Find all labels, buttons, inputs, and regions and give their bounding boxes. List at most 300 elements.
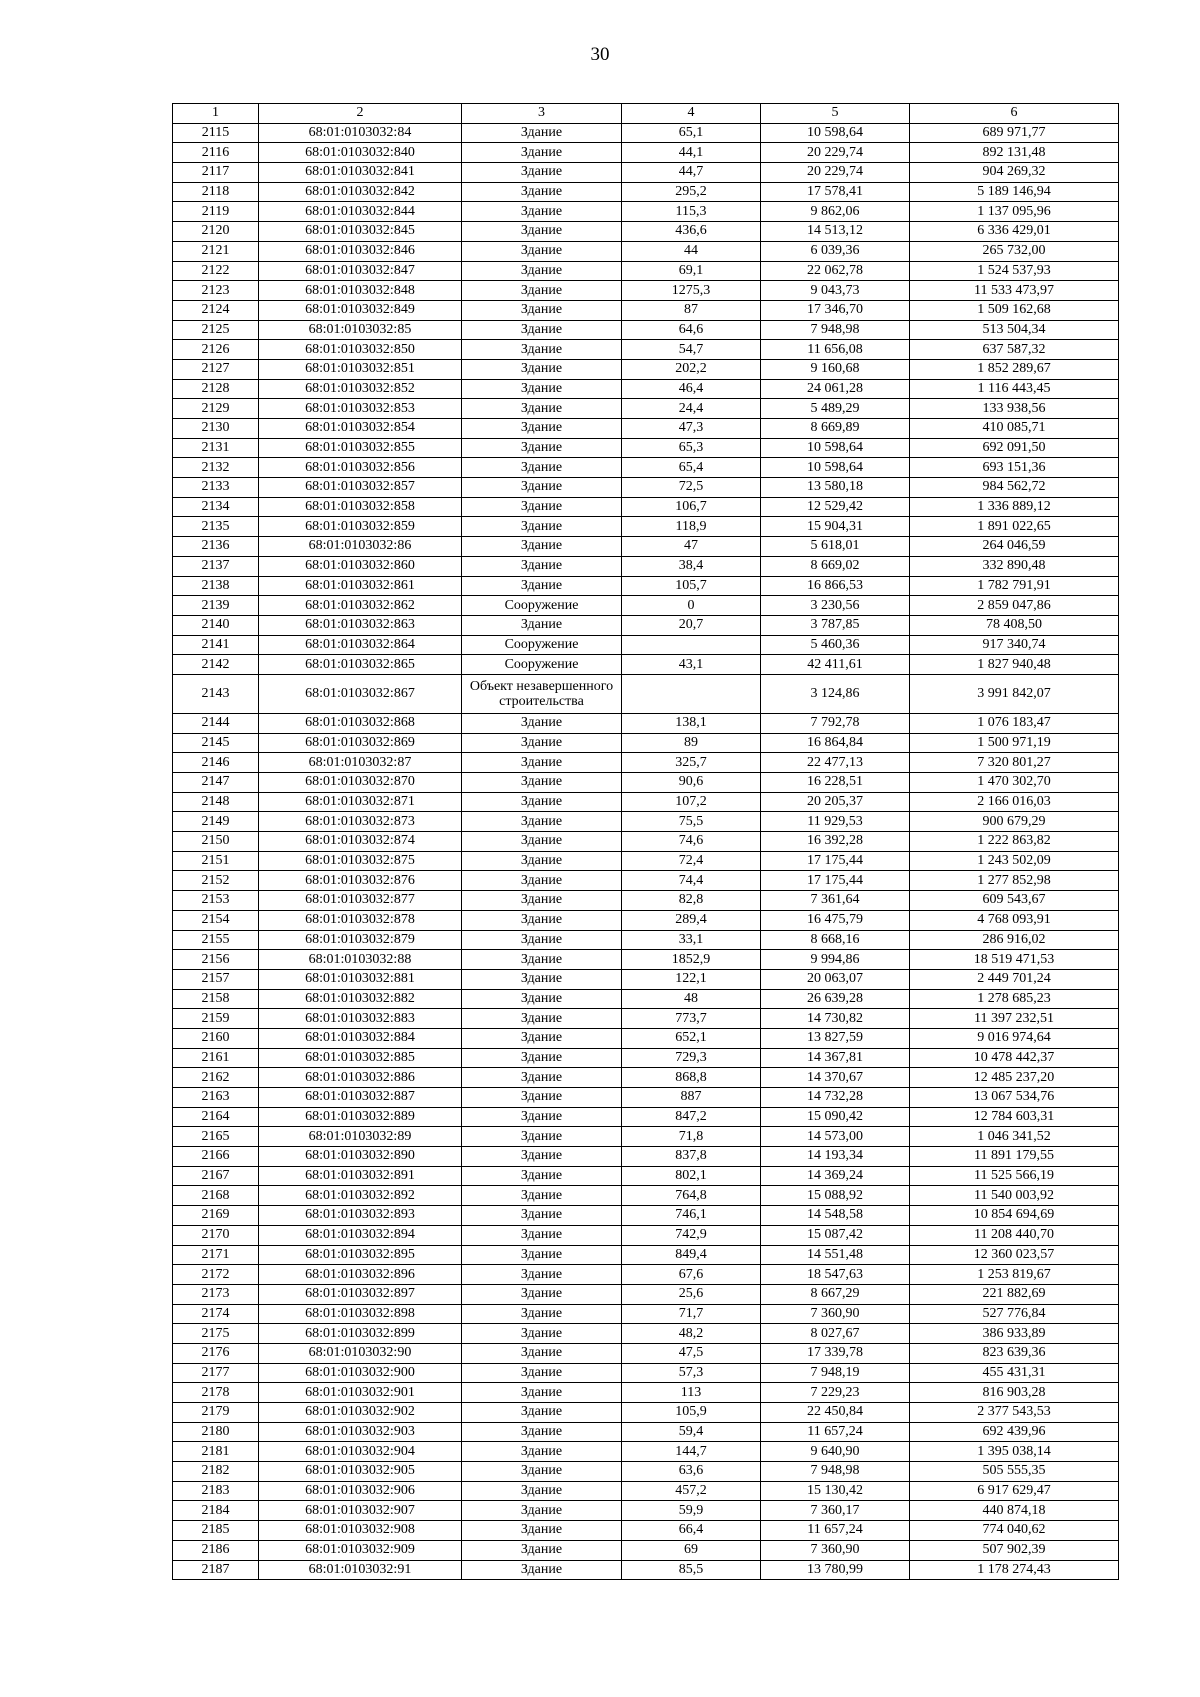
specific-value-cell: 26 639,28 xyxy=(761,989,910,1009)
cadastral-value-cell: 221 882,69 xyxy=(910,1284,1119,1304)
object-type-cell: Здание xyxy=(462,1068,622,1088)
object-type-cell: Здание xyxy=(462,1422,622,1442)
cadastral-number-cell: 68:01:0103032:905 xyxy=(259,1462,462,1482)
cadastral-number-cell: 68:01:0103032:908 xyxy=(259,1521,462,1541)
object-type-cell: Здание xyxy=(462,438,622,458)
cadastral-value-cell: 1 500 971,19 xyxy=(910,733,1119,753)
cadastral-number-cell: 68:01:0103032:854 xyxy=(259,419,462,439)
cadastral-number-cell: 68:01:0103032:862 xyxy=(259,596,462,616)
cadastral-value-cell: 505 555,35 xyxy=(910,1462,1119,1482)
cadastral-value-cell: 2 859 047,86 xyxy=(910,596,1119,616)
specific-value-cell: 7 360,90 xyxy=(761,1304,910,1324)
specific-value-cell: 24 061,28 xyxy=(761,379,910,399)
area-cell: 105,9 xyxy=(622,1403,761,1423)
table-row xyxy=(173,792,1119,812)
specific-value-cell: 13 780,99 xyxy=(761,1560,910,1580)
row-number-cell: 2185 xyxy=(173,1521,259,1541)
object-type-cell: Здание xyxy=(462,419,622,439)
cadastral-value-cell: 2 377 543,53 xyxy=(910,1403,1119,1423)
area-cell: 33,1 xyxy=(622,930,761,950)
cadastral-number-cell: 68:01:0103032:846 xyxy=(259,241,462,261)
specific-value-cell: 12 529,42 xyxy=(761,497,910,517)
specific-value-cell: 8 669,89 xyxy=(761,419,910,439)
area-cell: 47,3 xyxy=(622,419,761,439)
row-number-cell: 2186 xyxy=(173,1540,259,1560)
area-cell: 90,6 xyxy=(622,773,761,793)
table-row xyxy=(173,615,1119,635)
column-header: 1 xyxy=(173,104,259,124)
table-row xyxy=(173,300,1119,320)
row-number-cell: 2125 xyxy=(173,320,259,340)
row-number-cell: 2178 xyxy=(173,1383,259,1403)
specific-value-cell: 22 062,78 xyxy=(761,261,910,281)
row-number-cell: 2181 xyxy=(173,1442,259,1462)
cadastral-number-cell: 68:01:0103032:881 xyxy=(259,969,462,989)
cadastral-number-cell: 68:01:0103032:848 xyxy=(259,281,462,301)
object-type-cell: Здание xyxy=(462,320,622,340)
table-row xyxy=(173,1186,1119,1206)
cadastral-value-cell: 10 854 694,69 xyxy=(910,1206,1119,1226)
area-cell: 144,7 xyxy=(622,1442,761,1462)
area-cell: 65,1 xyxy=(622,123,761,143)
table-row xyxy=(173,438,1119,458)
area-cell: 138,1 xyxy=(622,713,761,733)
table-row xyxy=(173,1422,1119,1442)
cadastral-value-cell: 1 046 341,52 xyxy=(910,1127,1119,1147)
row-number-cell: 2151 xyxy=(173,851,259,871)
row-number-cell: 2115 xyxy=(173,123,259,143)
area-cell: 47 xyxy=(622,537,761,557)
cadastral-number-cell: 68:01:0103032:852 xyxy=(259,379,462,399)
area-cell: 742,9 xyxy=(622,1225,761,1245)
row-number-cell: 2144 xyxy=(173,713,259,733)
cadastral-value-cell: 1 278 685,23 xyxy=(910,989,1119,1009)
cadastral-number-cell: 68:01:0103032:90 xyxy=(259,1343,462,1363)
cadastral-value-cell: 904 269,32 xyxy=(910,163,1119,183)
area-cell: 652,1 xyxy=(622,1028,761,1048)
area-cell: 118,9 xyxy=(622,517,761,537)
cadastral-number-cell: 68:01:0103032:889 xyxy=(259,1107,462,1127)
object-type-cell: Здание xyxy=(462,517,622,537)
row-number-cell: 2148 xyxy=(173,792,259,812)
table-row xyxy=(173,478,1119,498)
table-row xyxy=(173,950,1119,970)
cadastral-number-cell: 68:01:0103032:85 xyxy=(259,320,462,340)
row-number-cell: 2119 xyxy=(173,202,259,222)
row-number-cell: 2165 xyxy=(173,1127,259,1147)
cadastral-number-cell: 68:01:0103032:886 xyxy=(259,1068,462,1088)
specific-value-cell: 8 668,16 xyxy=(761,930,910,950)
area-cell: 72,5 xyxy=(622,478,761,498)
specific-value-cell: 22 450,84 xyxy=(761,1403,910,1423)
table-row xyxy=(173,753,1119,773)
cadastral-value-cell: 11 397 232,51 xyxy=(910,1009,1119,1029)
table-row xyxy=(173,733,1119,753)
area-cell: 105,7 xyxy=(622,576,761,596)
cadastral-value-cell: 11 891 179,55 xyxy=(910,1147,1119,1167)
cadastral-value-cell: 440 874,18 xyxy=(910,1501,1119,1521)
object-type-cell: Здание xyxy=(462,202,622,222)
table-row xyxy=(173,241,1119,261)
table-row xyxy=(173,419,1119,439)
row-number-cell: 2146 xyxy=(173,753,259,773)
object-type-cell: Здание xyxy=(462,182,622,202)
row-number-cell: 2161 xyxy=(173,1048,259,1068)
cadastral-number-cell: 68:01:0103032:861 xyxy=(259,576,462,596)
cadastral-number-cell: 68:01:0103032:885 xyxy=(259,1048,462,1068)
object-type-cell: Здание xyxy=(462,1009,622,1029)
cadastral-number-cell: 68:01:0103032:906 xyxy=(259,1481,462,1501)
table-row xyxy=(173,655,1119,675)
area-cell: 69 xyxy=(622,1540,761,1560)
area-cell: 24,4 xyxy=(622,399,761,419)
specific-value-cell: 16 866,53 xyxy=(761,576,910,596)
object-type-cell: Здание xyxy=(462,576,622,596)
area-cell: 887 xyxy=(622,1088,761,1108)
row-number-cell: 2182 xyxy=(173,1462,259,1482)
row-number-cell: 2177 xyxy=(173,1363,259,1383)
area-cell: 295,2 xyxy=(622,182,761,202)
table-row xyxy=(173,871,1119,891)
area-cell: 0 xyxy=(622,596,761,616)
row-number-cell: 2147 xyxy=(173,773,259,793)
object-type-cell: Здание xyxy=(462,1206,622,1226)
cadastral-number-cell: 68:01:0103032:877 xyxy=(259,891,462,911)
area-cell: 436,6 xyxy=(622,222,761,242)
specific-value-cell: 17 339,78 xyxy=(761,1343,910,1363)
cadastral-number-cell: 68:01:0103032:896 xyxy=(259,1265,462,1285)
specific-value-cell: 14 370,67 xyxy=(761,1068,910,1088)
specific-value-cell: 15 904,31 xyxy=(761,517,910,537)
table-row xyxy=(173,1107,1119,1127)
cadastral-value-cell: 637 587,32 xyxy=(910,340,1119,360)
specific-value-cell: 7 948,98 xyxy=(761,1462,910,1482)
object-type-cell: Здание xyxy=(462,123,622,143)
cadastral-value-cell: 900 679,29 xyxy=(910,812,1119,832)
cadastral-value-cell: 892 131,48 xyxy=(910,143,1119,163)
table-row xyxy=(173,1068,1119,1088)
cadastral-value-cell: 386 933,89 xyxy=(910,1324,1119,1344)
area-cell: 48 xyxy=(622,989,761,1009)
object-type-cell: Здание xyxy=(462,399,622,419)
area-cell: 202,2 xyxy=(622,359,761,379)
area-cell xyxy=(622,674,761,713)
row-number-cell: 2138 xyxy=(173,576,259,596)
cadastral-value-cell: 1 178 274,43 xyxy=(910,1560,1119,1580)
cadastral-number-cell: 68:01:0103032:903 xyxy=(259,1422,462,1442)
row-number-cell: 2118 xyxy=(173,182,259,202)
row-number-cell: 2152 xyxy=(173,871,259,891)
cadastral-number-cell: 68:01:0103032:847 xyxy=(259,261,462,281)
cadastral-value-cell: 3 991 842,07 xyxy=(910,674,1119,713)
cadastral-value-cell: 1 852 289,67 xyxy=(910,359,1119,379)
cadastral-value-cell: 1 470 302,70 xyxy=(910,773,1119,793)
cadastral-number-cell: 68:01:0103032:869 xyxy=(259,733,462,753)
area-cell: 65,4 xyxy=(622,458,761,478)
area-cell: 82,8 xyxy=(622,891,761,911)
table-row xyxy=(173,1363,1119,1383)
area-cell: 107,2 xyxy=(622,792,761,812)
cadastral-number-cell: 68:01:0103032:909 xyxy=(259,1540,462,1560)
specific-value-cell: 13 827,59 xyxy=(761,1028,910,1048)
area-cell: 66,4 xyxy=(622,1521,761,1541)
specific-value-cell: 11 656,08 xyxy=(761,340,910,360)
row-number-cell: 2158 xyxy=(173,989,259,1009)
cadastral-value-cell: 455 431,31 xyxy=(910,1363,1119,1383)
page-number: 30 xyxy=(590,44,610,65)
object-type-cell: Здание xyxy=(462,891,622,911)
cadastral-number-cell: 68:01:0103032:891 xyxy=(259,1166,462,1186)
cadastral-number-cell: 68:01:0103032:900 xyxy=(259,1363,462,1383)
specific-value-cell: 16 475,79 xyxy=(761,910,910,930)
specific-value-cell: 3 230,56 xyxy=(761,596,910,616)
table-row xyxy=(173,1048,1119,1068)
specific-value-cell: 10 598,64 xyxy=(761,438,910,458)
area-cell: 729,3 xyxy=(622,1048,761,1068)
cadastral-number-cell: 68:01:0103032:898 xyxy=(259,1304,462,1324)
specific-value-cell: 5 460,36 xyxy=(761,635,910,655)
row-number-cell: 2168 xyxy=(173,1186,259,1206)
cadastral-number-cell: 68:01:0103032:870 xyxy=(259,773,462,793)
specific-value-cell: 9 862,06 xyxy=(761,202,910,222)
cadastral-number-cell: 68:01:0103032:863 xyxy=(259,615,462,635)
specific-value-cell: 16 228,51 xyxy=(761,773,910,793)
specific-value-cell: 20 229,74 xyxy=(761,143,910,163)
table-row xyxy=(173,537,1119,557)
area-cell: 289,4 xyxy=(622,910,761,930)
table-row xyxy=(173,1127,1119,1147)
row-number-cell: 2154 xyxy=(173,910,259,930)
specific-value-cell: 11 657,24 xyxy=(761,1422,910,1442)
area-cell: 71,8 xyxy=(622,1127,761,1147)
table-row xyxy=(173,1481,1119,1501)
cadastral-number-cell: 68:01:0103032:856 xyxy=(259,458,462,478)
table-row xyxy=(173,635,1119,655)
area-cell: 20,7 xyxy=(622,615,761,635)
cadastral-number-cell: 68:01:0103032:845 xyxy=(259,222,462,242)
cadastral-number-cell: 68:01:0103032:887 xyxy=(259,1088,462,1108)
specific-value-cell: 9 640,90 xyxy=(761,1442,910,1462)
area-cell: 67,6 xyxy=(622,1265,761,1285)
area-cell: 71,7 xyxy=(622,1304,761,1324)
row-number-cell: 2169 xyxy=(173,1206,259,1226)
cadastral-value-cell: 689 971,77 xyxy=(910,123,1119,143)
cadastral-number-cell: 68:01:0103032:850 xyxy=(259,340,462,360)
column-header: 2 xyxy=(259,104,462,124)
table-row xyxy=(173,832,1119,852)
cadastral-number-cell: 68:01:0103032:890 xyxy=(259,1147,462,1167)
table-row xyxy=(173,359,1119,379)
cadastral-value-cell: 5 189 146,94 xyxy=(910,182,1119,202)
area-cell: 1275,3 xyxy=(622,281,761,301)
specific-value-cell: 17 346,70 xyxy=(761,300,910,320)
row-number-cell: 2134 xyxy=(173,497,259,517)
object-type-cell: Здание xyxy=(462,241,622,261)
table-row xyxy=(173,497,1119,517)
cadastral-value-cell: 7 320 801,27 xyxy=(910,753,1119,773)
cadastral-number-cell: 68:01:0103032:901 xyxy=(259,1383,462,1403)
cadastral-value-cell: 6 336 429,01 xyxy=(910,222,1119,242)
cadastral-value-cell: 1 076 183,47 xyxy=(910,713,1119,733)
row-number-cell: 2180 xyxy=(173,1422,259,1442)
table-row xyxy=(173,812,1119,832)
object-type-cell: Объект незавершенного строительства xyxy=(462,674,622,713)
area-cell: 764,8 xyxy=(622,1186,761,1206)
row-number-cell: 2184 xyxy=(173,1501,259,1521)
column-header: 6 xyxy=(910,104,1119,124)
cadastral-value-cell: 774 040,62 xyxy=(910,1521,1119,1541)
object-type-cell: Здание xyxy=(462,261,622,281)
cadastral-value-cell: 1 137 095,96 xyxy=(910,202,1119,222)
table-row xyxy=(173,1540,1119,1560)
table-row xyxy=(173,556,1119,576)
cadastral-number-cell: 68:01:0103032:865 xyxy=(259,655,462,675)
row-number-cell: 2121 xyxy=(173,241,259,261)
object-type-cell: Здание xyxy=(462,1481,622,1501)
specific-value-cell: 8 669,02 xyxy=(761,556,910,576)
column-header: 4 xyxy=(622,104,761,124)
cadastral-number-cell: 68:01:0103032:904 xyxy=(259,1442,462,1462)
cadastral-number-cell: 68:01:0103032:857 xyxy=(259,478,462,498)
object-type-cell: Здание xyxy=(462,713,622,733)
row-number-cell: 2141 xyxy=(173,635,259,655)
table-row xyxy=(173,1206,1119,1226)
cadastral-value-cell: 286 916,02 xyxy=(910,930,1119,950)
cadastral-number-cell: 68:01:0103032:851 xyxy=(259,359,462,379)
cadastral-value-cell: 10 478 442,37 xyxy=(910,1048,1119,1068)
object-type-cell: Здание xyxy=(462,359,622,379)
cadastral-value-cell: 609 543,67 xyxy=(910,891,1119,911)
cadastral-value-cell: 4 768 093,91 xyxy=(910,910,1119,930)
table-row xyxy=(173,1265,1119,1285)
cadastral-number-cell: 68:01:0103032:878 xyxy=(259,910,462,930)
specific-value-cell: 3 124,86 xyxy=(761,674,910,713)
specific-value-cell: 9 043,73 xyxy=(761,281,910,301)
cadastral-number-cell: 68:01:0103032:844 xyxy=(259,202,462,222)
row-number-cell: 2155 xyxy=(173,930,259,950)
cadastral-number-cell: 68:01:0103032:871 xyxy=(259,792,462,812)
row-number-cell: 2159 xyxy=(173,1009,259,1029)
row-number-cell: 2170 xyxy=(173,1225,259,1245)
table-row xyxy=(173,891,1119,911)
table-row xyxy=(173,1245,1119,1265)
table-row xyxy=(173,1147,1119,1167)
row-number-cell: 2173 xyxy=(173,1284,259,1304)
specific-value-cell: 20 205,37 xyxy=(761,792,910,812)
cadastral-number-cell: 68:01:0103032:841 xyxy=(259,163,462,183)
area-cell: 87 xyxy=(622,300,761,320)
area-cell xyxy=(622,635,761,655)
cadastral-number-cell: 68:01:0103032:902 xyxy=(259,1403,462,1423)
cadastral-number-cell: 68:01:0103032:88 xyxy=(259,950,462,970)
table-row xyxy=(173,123,1119,143)
area-cell: 85,5 xyxy=(622,1560,761,1580)
row-number-cell: 2175 xyxy=(173,1324,259,1344)
specific-value-cell: 14 573,00 xyxy=(761,1127,910,1147)
row-number-cell: 2179 xyxy=(173,1403,259,1423)
object-type-cell: Здание xyxy=(462,556,622,576)
specific-value-cell: 20 063,07 xyxy=(761,969,910,989)
table-row xyxy=(173,458,1119,478)
table-row xyxy=(173,596,1119,616)
cadastral-value-cell: 513 504,34 xyxy=(910,320,1119,340)
object-type-cell: Здание xyxy=(462,1265,622,1285)
area-cell: 38,4 xyxy=(622,556,761,576)
specific-value-cell: 20 229,74 xyxy=(761,163,910,183)
specific-value-cell: 7 948,19 xyxy=(761,1363,910,1383)
row-number-cell: 2142 xyxy=(173,655,259,675)
row-number-cell: 2131 xyxy=(173,438,259,458)
area-cell: 69,1 xyxy=(622,261,761,281)
specific-value-cell: 7 229,23 xyxy=(761,1383,910,1403)
cadastral-number-cell: 68:01:0103032:895 xyxy=(259,1245,462,1265)
area-cell: 849,4 xyxy=(622,1245,761,1265)
table-row xyxy=(173,399,1119,419)
row-number-cell: 2139 xyxy=(173,596,259,616)
area-cell: 89 xyxy=(622,733,761,753)
row-number-cell: 2156 xyxy=(173,950,259,970)
cadastral-number-cell: 68:01:0103032:86 xyxy=(259,537,462,557)
area-cell: 1852,9 xyxy=(622,950,761,970)
cadastral-value-cell: 1 827 940,48 xyxy=(910,655,1119,675)
cadastral-value-table xyxy=(172,103,1119,1580)
cadastral-number-cell: 68:01:0103032:884 xyxy=(259,1028,462,1048)
cadastral-number-cell: 68:01:0103032:907 xyxy=(259,1501,462,1521)
area-cell: 46,4 xyxy=(622,379,761,399)
area-cell: 122,1 xyxy=(622,969,761,989)
specific-value-cell: 10 598,64 xyxy=(761,123,910,143)
specific-value-cell: 7 360,17 xyxy=(761,1501,910,1521)
row-number-cell: 2153 xyxy=(173,891,259,911)
table-row xyxy=(173,1225,1119,1245)
cadastral-value-cell: 6 917 629,47 xyxy=(910,1481,1119,1501)
object-type-cell: Здание xyxy=(462,1284,622,1304)
area-cell: 43,1 xyxy=(622,655,761,675)
area-cell: 325,7 xyxy=(622,753,761,773)
table-row xyxy=(173,1501,1119,1521)
cadastral-value-cell: 1 243 502,09 xyxy=(910,851,1119,871)
object-type-cell: Здание xyxy=(462,733,622,753)
specific-value-cell: 14 369,24 xyxy=(761,1166,910,1186)
table-row xyxy=(173,163,1119,183)
table-row xyxy=(173,713,1119,733)
table-row xyxy=(173,1284,1119,1304)
row-number-cell: 2150 xyxy=(173,832,259,852)
table-header-row xyxy=(173,104,1119,124)
cadastral-number-cell: 68:01:0103032:875 xyxy=(259,851,462,871)
cadastral-value-cell: 1 524 537,93 xyxy=(910,261,1119,281)
area-cell: 65,3 xyxy=(622,438,761,458)
row-number-cell: 2132 xyxy=(173,458,259,478)
cadastral-value-cell: 1 509 162,68 xyxy=(910,300,1119,320)
object-type-cell: Здание xyxy=(462,615,622,635)
table-row xyxy=(173,1462,1119,1482)
cadastral-value-cell: 1 277 852,98 xyxy=(910,871,1119,891)
area-cell: 847,2 xyxy=(622,1107,761,1127)
cadastral-value-cell: 332 890,48 xyxy=(910,556,1119,576)
specific-value-cell: 17 175,44 xyxy=(761,851,910,871)
cadastral-number-cell: 68:01:0103032:849 xyxy=(259,300,462,320)
object-type-cell: Здание xyxy=(462,1166,622,1186)
cadastral-value-cell: 1 891 022,65 xyxy=(910,517,1119,537)
table-row xyxy=(173,930,1119,950)
object-type-cell: Здание xyxy=(462,458,622,478)
table-row xyxy=(173,674,1119,713)
table-row xyxy=(173,1166,1119,1186)
area-cell: 48,2 xyxy=(622,1324,761,1344)
object-type-cell: Здание xyxy=(462,163,622,183)
specific-value-cell: 22 477,13 xyxy=(761,753,910,773)
